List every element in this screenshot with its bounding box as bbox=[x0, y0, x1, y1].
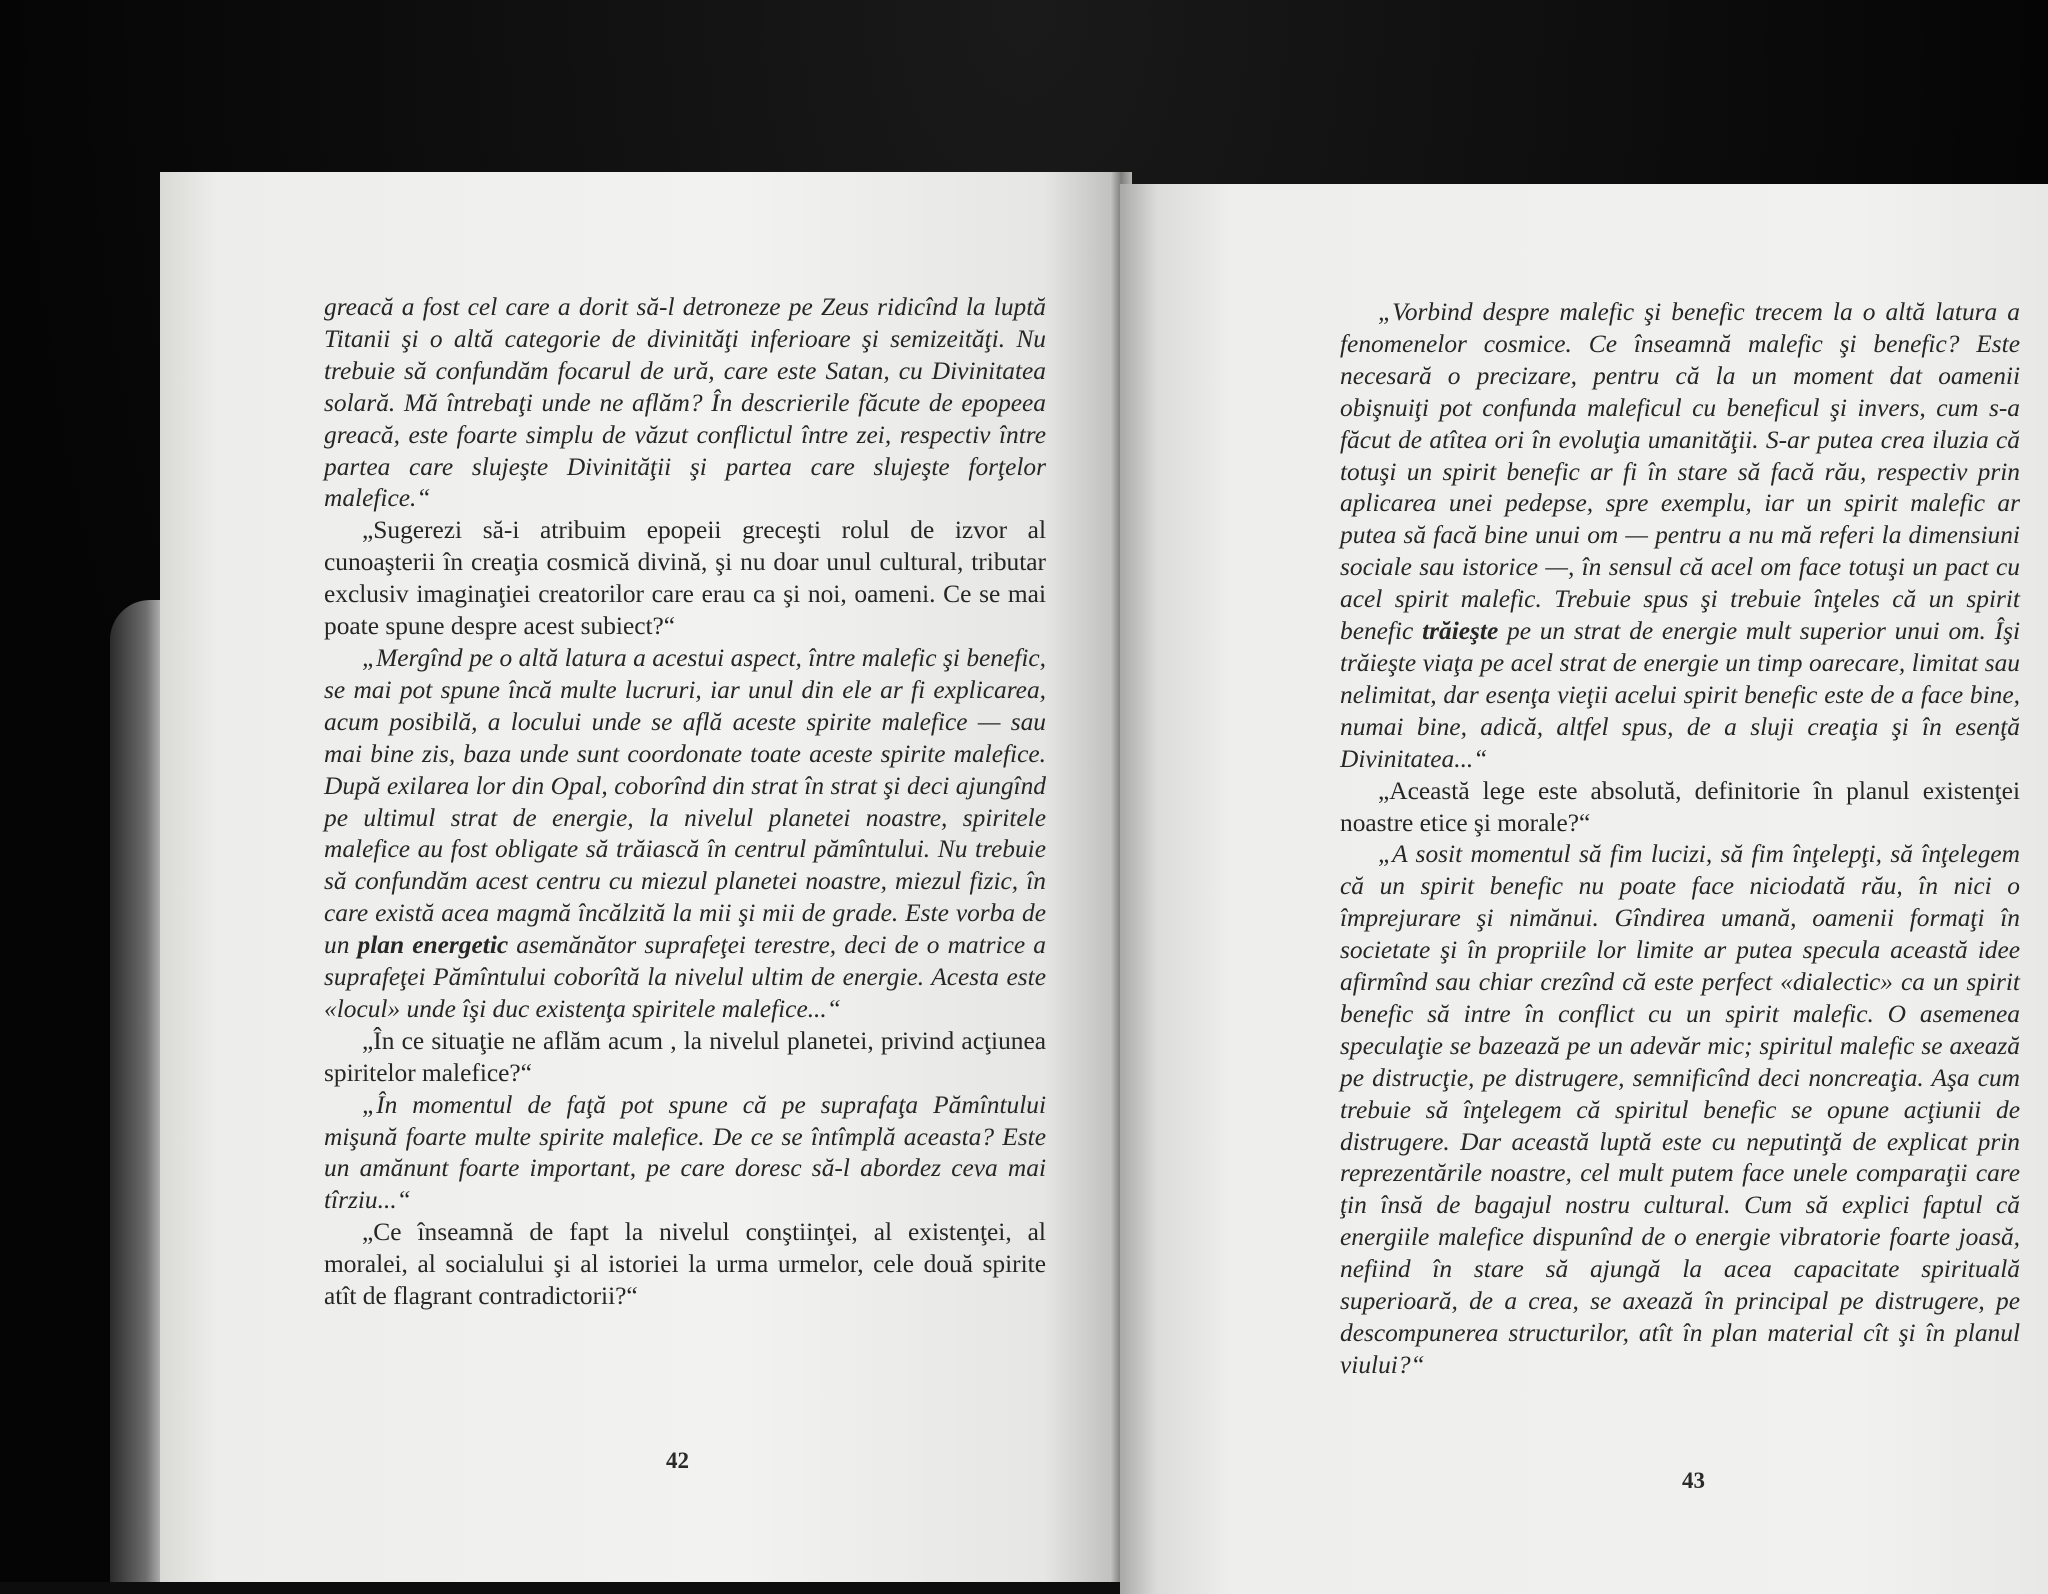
paragraph: „Această lege este absolută, definitorie în planul existenţei noastre etice şi morale?“ bbox=[1340, 776, 2020, 837]
text-run: „Vorbind despre malefic şi benefic trecem la o altă latura a fenomenelor cosmice. Ce înseamnă malefic şi benefic? Este necesară o precizare, pentru că la un moment dat oamenii obişnuiţi pot confunda maleficul cu beneficul şi invers, cum s-a făcut de atîtea ori în evoluţia umanităţii. S-ar putea crea iluzia că totuşi un spirit benefic ar fi în stare să facă rău, respectiv prin aplicarea unei pedepse, spre exemplu, iar un spirit malefic ar putea să facă bine unui om — pentru a nu mă referi la dimensiuni sociale sau istorice —, în sensul că acel om face totuşi un pact cu acel spirit malefic. Trebuie spus şi trebuie înţeles că un spirit benefic bbox=[1340, 298, 2020, 646]
text-run: „Mergînd pe o altă latura a acestui aspect, între malefic şi benefic, se mai pot spune încă multe lucruri, iar unul din ele ar fi explicarea, acum posibilă, a locului unde se află aceste spirite malefice — sau mai bine zis, baza unde sunt coordonate toate aceste spirite malefice. După exilarea lor din Opal, coborînd din strat în strat şi deci ajungînd pe ultimul strat de energie, la nivelul planetei noastre, spiritele malefice au fost obligate să trăiască în centrul pămîntului. Nu trebuie să confundăm acest centru cu miezul planetei noastre, miezul fizic, în care există acea magmă încălzită la mii şi mii de grade. Este vorba de un bbox=[324, 643, 1046, 960]
page-number: 43 bbox=[1682, 1468, 1705, 1493]
page-number: 42 bbox=[666, 1448, 689, 1473]
paragraph: „Ce înseamnă de fapt la nivelul conştiinţei, al existenţei, al moralei, al socialului şi al istoriei la urma urmelor, cele două spirite atît de flagrant contradictorii?“ bbox=[324, 1218, 1046, 1311]
text-run: asemănător suprafeţei terestre, deci de o matrice a suprafeţei Pămîntului coborîtă la nivelul ultim de energie. Acesta este «locul» unde îşi duc existenţa spiritele malefice...“ bbox=[324, 931, 1046, 1023]
right-page-text bbox=[1340, 297, 2020, 1382]
paragraph: greacă a fost cel care a dorit să-l detroneze pe Zeus ridicînd la luptă Titanii şi o altă categorie de divinităţi inferioare şi semizeităţi. Nu trebuie să confundăm focarul de ură, care este Satan, cu Divinitatea solară. Mă întrebaţi unde ne aflăm? În descrierile făcute de epopeea greacă, este foarte simplu de văzut conflictul între zei, respectiv între partea care slujeşte Divinităţii şi partea care slujeşte forţelor malefice.“ bbox=[324, 293, 1046, 513]
bold-text-run: plan energetic bbox=[357, 931, 509, 960]
paragraph: „Sugerezi să-i atribuim epopeii greceşti rolul de izvor al cunoaşterii în creaţia cosmică divină, şi nu doar unul cultural, tributar exclusiv imaginaţiei creatorilor care erau ca şi noi, oameni. Ce se mai poate spune despre acest subiect?“ bbox=[324, 516, 1046, 641]
paragraph bbox=[324, 643, 1046, 1026]
left-page bbox=[160, 172, 1120, 1582]
right-page bbox=[1120, 184, 2048, 1594]
left-page-text bbox=[324, 292, 1046, 1313]
paragraph: „În ce situaţie ne aflăm acum , la nivelul planetei, privind acţiunea spiritelor malefice?“ bbox=[324, 1026, 1046, 1087]
text-run: pe un strat de energie mult superior unui om. Îşi trăieşte viaţa pe acel strat de energie un timp oarecare, limitat sau nelimitat, dar esenţa vieţii acelui spirit benefic este de a face bine, numai bine, adică, altfel spus, de a sluji creaţia şi în esenţă Divinitatea...“ bbox=[1340, 617, 2020, 773]
paragraph: „A sosit momentul să fim lucizi, să fim înţelepţi, să înţelegem că un spirit benefic nu poate face niciodată rău, în nici o împrejurare şi nimănui. Gîndirea umană, oamenii formaţi în societate şi în propriile lor limite ar putea specula această idee afirmînd sau chiar crezînd că este perfect «dialectic» ca un spirit benefic să intre în conflict cu un spirit malefic. O asemenea speculaţie se bazează pe un adevăr mic; spiritul malefic se axează pe distrucţie, pe distrugere, semnificînd deci noncreaţia. Aşa cum trebuie să înţelegem că spiritul benefic se opune acţiunii de distrugere. Dar această luptă este cu neputinţă de explicat prin reprezentările noastre, cel mult putem face unele comparaţii care ţin însă de bagajul nostru cultural. Cum să explici faptul că energiile malefice dispunînd de o energie vibratorie foarte joasă, nefiind în stare să ajungă la acea capacitate spirituală superioară, de a crea, se axează în principal pe distrugere, pe descompunerea structurilor, atît în plan material cît şi în planul viului?“ bbox=[1340, 840, 2020, 1379]
paragraph: „În momentul de faţă pot spune că pe suprafaţa Pămîntului mişună foarte multe spirite malefice. De ce se întîmplă aceasta? Este un amănunt foarte important, pe care doresc să-l abordez ceva mai tîrziu...“ bbox=[324, 1090, 1046, 1215]
open-book bbox=[160, 172, 2048, 1582]
bold-text-run: trăieşte bbox=[1422, 617, 1499, 646]
paragraph bbox=[1340, 297, 2020, 776]
